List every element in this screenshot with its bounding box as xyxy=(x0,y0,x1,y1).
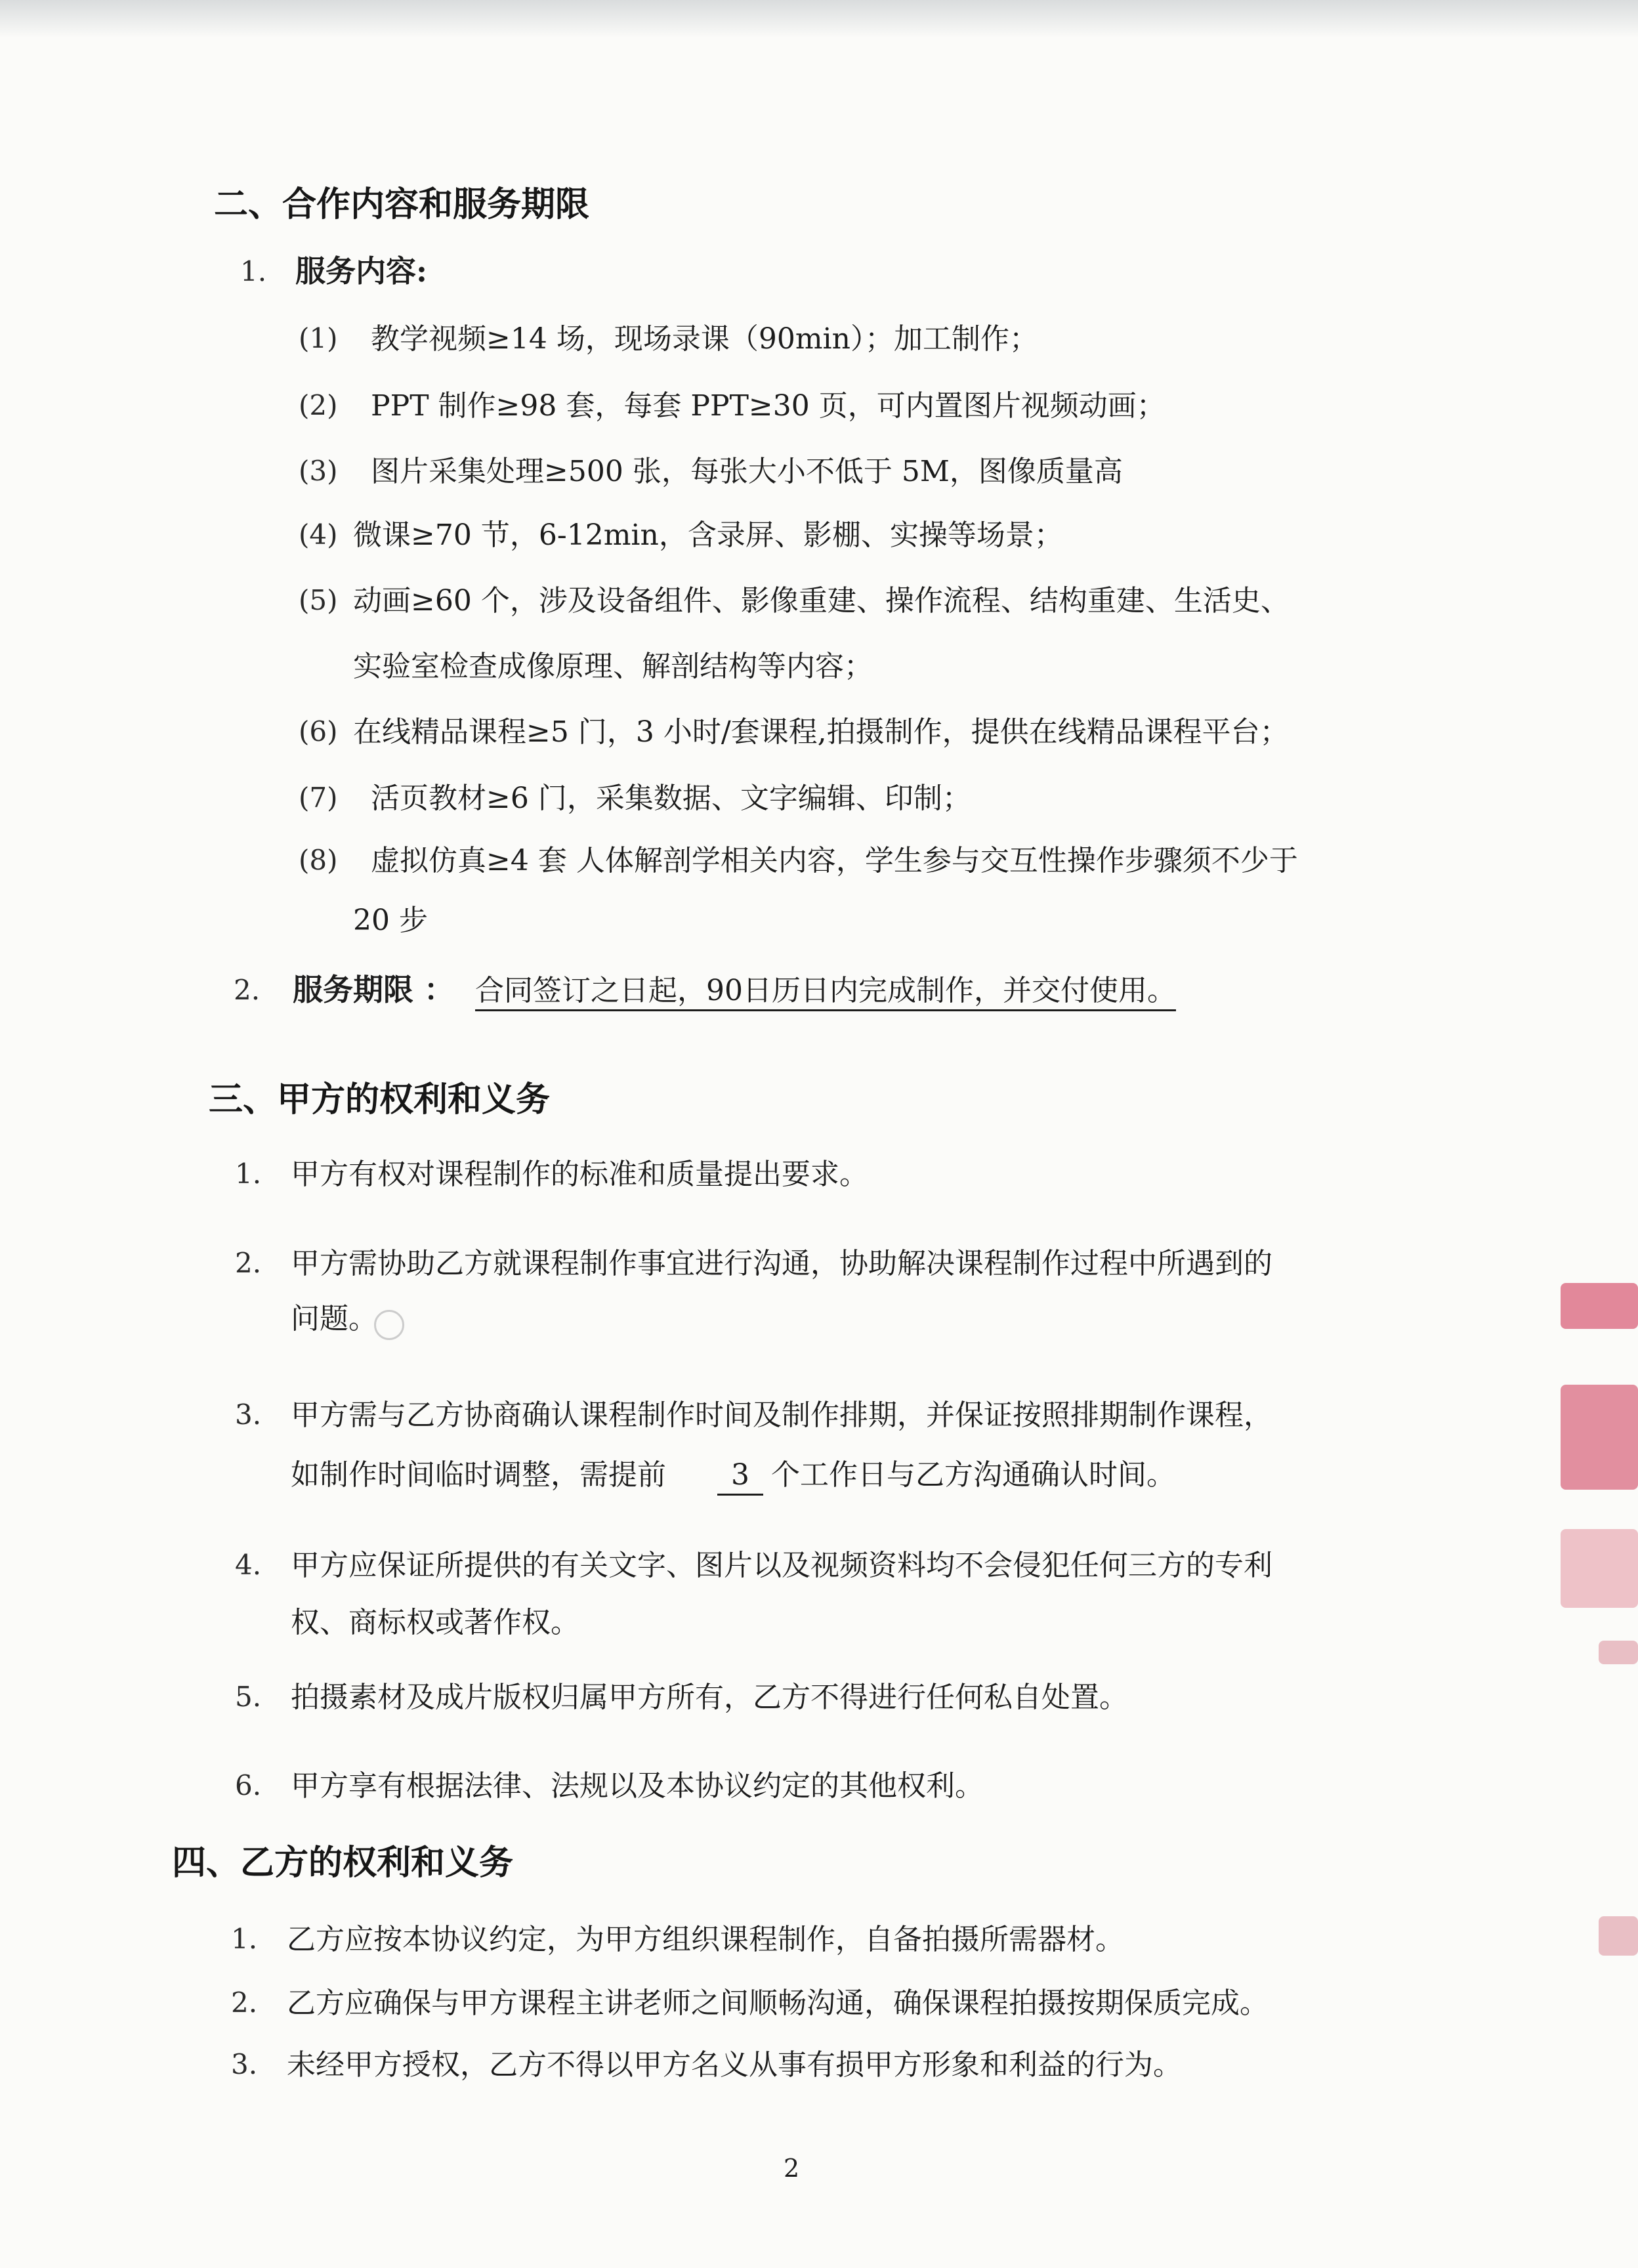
section-2-heading: 二、合作内容和服务期限 xyxy=(214,184,590,224)
list-number: (6) xyxy=(299,715,338,747)
list-item-continuation: 20 步 xyxy=(353,904,428,937)
item-text: 甲方需协助乙方就课程制作事宜进行沟通，协助解决课程制作过程中所遇到的 xyxy=(291,1247,1272,1280)
item-text: 甲方享有根据法律、法规以及本协议约定的其他权利。 xyxy=(291,1769,984,1803)
list-item-text: 微课≥70 节，6-12min，含录屏、影棚、实操等场景； xyxy=(353,518,1063,552)
item-number: 1. xyxy=(240,255,267,287)
scan-shadow xyxy=(0,0,1638,38)
item-number: 1. xyxy=(231,1923,258,1955)
list-number: (3) xyxy=(299,455,338,487)
item-number: 5. xyxy=(235,1681,262,1713)
item-text: 乙方应确保与甲方课程主讲老师之间顺畅沟通，确保课程拍摄按期保质完成。 xyxy=(287,1986,1269,2020)
item-text-continuation: 如制作时间临时调整，需提前 xyxy=(291,1458,666,1492)
list-item-continuation: 实验室检查成像原理、解剖结构等内容； xyxy=(353,650,873,683)
service-term-label: 服务期限 ： xyxy=(293,972,455,1007)
item-number: 2. xyxy=(231,1986,258,2019)
item-text: 拍摄素材及成片版权归属甲方所有，乙方不得进行任何私自处置。 xyxy=(291,1681,1128,1714)
list-item-text: 在线精品课程≥5 门，3 小时/套课程,拍摄制作，提供在线精品课程平台； xyxy=(353,715,1289,749)
item-number: 2. xyxy=(234,974,261,1006)
item-number: 1. xyxy=(235,1158,262,1190)
smudge-mark xyxy=(374,1310,404,1340)
seal-fragment xyxy=(1599,1641,1638,1664)
list-number: (7) xyxy=(299,782,338,814)
seal-fragment xyxy=(1561,1385,1638,1490)
seal-fragment xyxy=(1561,1529,1638,1608)
list-item-text: 虚拟仿真≥4 套 人体解剖学相关内容，学生参与交互性操作步骤须不少于 xyxy=(371,844,1298,877)
seal-fragment xyxy=(1599,1916,1638,1956)
item-text-continuation: 问题。 xyxy=(291,1302,377,1335)
item-text-continuation: 权、商标权或著作权。 xyxy=(291,1606,579,1639)
item-number: 3. xyxy=(231,2048,258,2080)
service-content-label: 服务内容: xyxy=(295,253,427,289)
list-item-text: 活页教材≥6 门，采集数据、文字编辑、印制； xyxy=(371,782,971,815)
section-4-heading: 四、乙方的权利和义务 xyxy=(172,1843,514,1883)
item-text: 未经甲方授权，乙方不得以甲方名义从事有损甲方形象和利益的行为。 xyxy=(287,2048,1182,2082)
list-number: (8) xyxy=(299,844,338,876)
item-text: 乙方应按本协议约定，为甲方组织课程制作，自备拍摄所需器材。 xyxy=(287,1923,1124,1956)
item-text-continuation: 个工作日与乙方沟通确认时间。 xyxy=(771,1458,1175,1492)
item-number: 4. xyxy=(235,1549,262,1581)
service-term-value: 合同签订之日起，90日历日内完成制作，并交付使用。 xyxy=(475,976,1176,1011)
list-item-text: 动画≥60 个，涉及设备组件、影像重建、操作流程、结构重建、生活史、 xyxy=(353,584,1290,618)
list-number: (4) xyxy=(299,518,338,551)
page-number: 2 xyxy=(784,2154,800,2183)
list-number: (2) xyxy=(299,389,338,421)
list-item-text: PPT 制作≥98 套，每套 PPT≥30 页，可内置图片视频动画； xyxy=(371,389,1166,423)
list-item-text: 教学视频≥14 场，现场录课（90min）；加工制作； xyxy=(371,322,1038,356)
item-number: 2. xyxy=(235,1247,262,1279)
list-number: (1) xyxy=(299,322,338,354)
item-number: 6. xyxy=(235,1769,262,1801)
list-item-text: 图片采集处理≥500 张，每张大小不低于 5M，图像质量高 xyxy=(371,455,1123,488)
section-3-heading: 三、甲方的权利和义务 xyxy=(209,1080,551,1120)
list-number: (5) xyxy=(299,584,338,616)
seal-fragment xyxy=(1561,1283,1638,1329)
item-text: 甲方需与乙方协商确认课程制作时间及制作排期，并保证按照排期制作课程， xyxy=(291,1398,1272,1432)
item-number: 3. xyxy=(235,1398,262,1431)
notice-days-blank: 3 xyxy=(717,1461,763,1496)
item-text: 甲方有权对课程制作的标准和质量提出要求。 xyxy=(291,1158,868,1191)
item-text: 甲方应保证所提供的有关文字、图片以及视频资料均不会侵犯任何三方的专利 xyxy=(291,1549,1272,1582)
